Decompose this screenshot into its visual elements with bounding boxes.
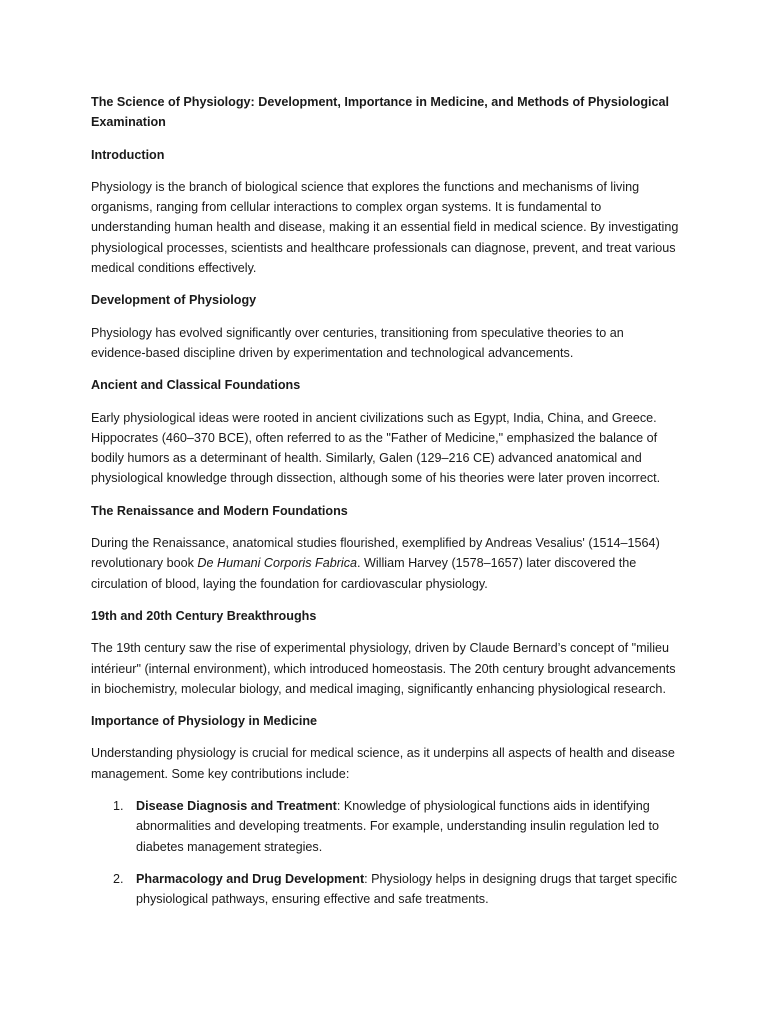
paragraph-importance: Understanding physiology is crucial for medical science, as it underpins all aspects of health and disease management. Some key contributions include: [91,746,675,781]
book-title: De Humani Corporis Fabrica [197,556,357,571]
heading-development: Development of Physiology [91,293,257,308]
list-item-term: Pharmacology and Drug Development [136,871,365,886]
heading-ancient: Ancient and Classical Foundations [91,378,301,393]
list-item [91,869,681,910]
renaissance-text-after: . William Harvey (1578–1657) later discovered the circulation of blood, laying the foundation for cardiovascular physiology. [91,556,637,591]
document-title: The Science of Physiology: Development, Importance in Medicine, and Methods of Physiological Examination [91,95,670,130]
paragraph-breakthroughs: The 19th century saw the rise of experimental physiology, driven by Claude Bernard’s concept of "milieu intérieur" (internal environment), which introduced homeostasis. The 20th century brought advancements in biochemistry, molecular biology, and medical imaging, significantly enhancing physiological research. [91,641,676,696]
list-item-description: : Physiology helps in designing drugs that target specific physiological pathways, ensuring effective and safe treatments. [136,871,678,907]
paragraph-ancient: Early physiological ideas were rooted in ancient civilizations such as Egypt, India, China, and Greece. Hippocrates (460–370 BCE), often referred to as the "Father of Medicine," emphasized the balance of bodily humors as a determinant of health. Similarly, Galen (129–216 CE) advanced anatomical and physiological knowledge through dissection, although some of his theories were later proven incorrect. [91,410,661,486]
paragraph-renaissance [91,533,681,594]
list-item-number: 1. [113,799,124,814]
heading-importance: Importance of Physiology in Medicine [91,714,318,729]
list-item [91,796,681,857]
heading-renaissance: The Renaissance and Modern Foundations [91,503,348,518]
list-item-description: : Knowledge of physiological functions aids in identifying abnormalities and developing treatments. For example, understanding insulin regulation led to diabetes management strategies. [136,799,659,854]
paragraph-introduction: Physiology is the branch of biological science that explores the functions and mechanisms of living organisms, ranging from cellular interactions to complex organ systems. It is fundamental to understanding human health and disease, making it an essential field in medical science. By investigating physiological processes, scientists and healthcare professionals can diagnose, prevent, and treat various medical conditions effectively. [91,179,679,276]
document-page [91,92,681,922]
contributions-list [91,796,681,909]
heading-breakthroughs: 19th and 20th Century Breakthroughs [91,608,317,623]
heading-introduction: Introduction [91,147,165,162]
paragraph-development: Physiology has evolved significantly over centuries, transitioning from speculative theories to an evidence-based discipline driven by experimentation and technological advancements. [91,325,624,360]
list-item-number: 2. [113,871,124,886]
renaissance-text-before: During the Renaissance, anatomical studies flourished, exemplified by Andreas Vesalius' (1514–1564) revolutionary book [91,536,660,571]
list-item-term: Disease Diagnosis and Treatment [136,799,337,814]
